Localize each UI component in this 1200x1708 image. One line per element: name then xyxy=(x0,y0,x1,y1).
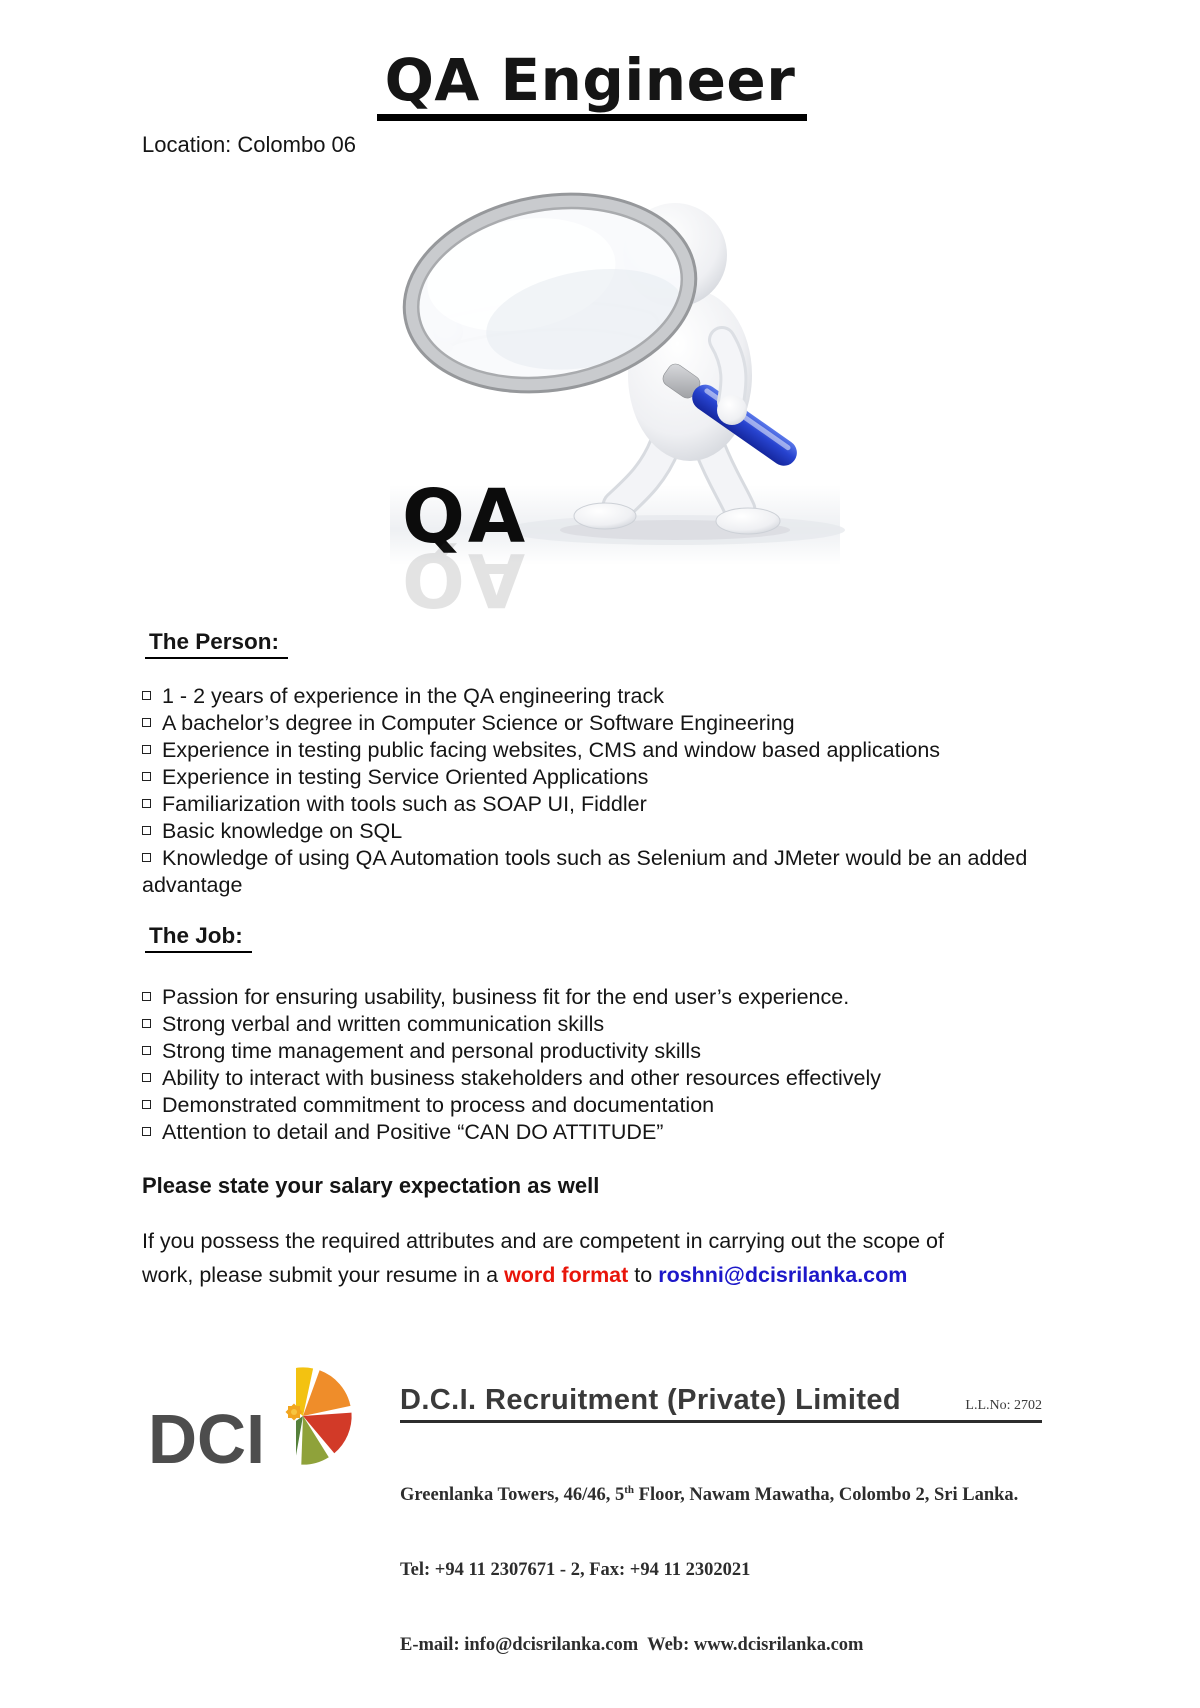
square-bullet-icon xyxy=(142,1019,151,1028)
company-phone-line: Tel: +94 11 2307671 - 2, Fax: +94 11 2302021 xyxy=(400,1560,751,1581)
list-item xyxy=(142,845,1082,899)
fan-star-icon xyxy=(286,1404,303,1421)
company-address xyxy=(400,1478,1042,1508)
license-number: L.L.No: 2702 xyxy=(965,1398,1042,1413)
bullet-text: 1 - 2 years of experience in the QA engineering track xyxy=(162,684,664,708)
square-bullet-icon xyxy=(142,1073,151,1082)
list-item xyxy=(142,791,1082,818)
section-heading-person xyxy=(145,629,288,659)
company-email-line: E-mail: info@dcisrilanka.com Web: www.dcisrilanka.com xyxy=(400,1635,864,1656)
square-bullet-icon xyxy=(142,992,151,1001)
list-item xyxy=(142,1011,1082,1038)
letterhead-block xyxy=(400,1386,1042,1708)
list-item xyxy=(142,818,1082,845)
letterhead-footer xyxy=(142,1362,1042,1656)
list-item xyxy=(142,1092,1082,1119)
bullet-text: Attention to detail and Positive “CAN DO ATTITUDE” xyxy=(162,1120,664,1144)
company-name: D.C.I. Recruitment (Private) Limited xyxy=(400,1384,902,1416)
closing-line-1: If you possess the required attributes and are competent in carrying out the scope of xyxy=(142,1229,944,1253)
word-format-highlight: word format xyxy=(504,1263,629,1287)
square-bullet-icon xyxy=(142,772,151,781)
magnifier-figure-icon xyxy=(390,190,840,622)
bullet-text: A bachelor’s degree in Computer Science or Software Engineering xyxy=(162,711,795,735)
letterhead-details xyxy=(400,1428,1042,1708)
dci-fan-logo-icon xyxy=(293,1364,397,1468)
bullet-text: Ability to interact with business stakeholders and other resources effectively xyxy=(162,1066,882,1090)
letterhead-header-row xyxy=(400,1386,1042,1423)
bullet-text: Familiarization with tools such as SOAP UI, Fiddler xyxy=(162,792,647,816)
bullet-text: Basic knowledge on SQL xyxy=(162,819,403,843)
hero-caption-reflection: QA xyxy=(402,536,529,622)
job-bullet-list xyxy=(142,984,1082,1146)
bullet-text: Strong verbal and written communication skills xyxy=(162,1012,605,1036)
list-item xyxy=(142,710,1082,737)
list-item xyxy=(142,1119,1082,1146)
person-bullet-list xyxy=(142,683,1082,899)
page-title: QA Engineer xyxy=(377,48,808,121)
closing-line-2 xyxy=(142,1258,944,1292)
bullet-text: Strong time management and personal productivity skills xyxy=(162,1039,701,1063)
square-bullet-icon xyxy=(142,1046,151,1055)
square-bullet-icon xyxy=(142,745,151,754)
square-bullet-icon xyxy=(142,853,151,862)
square-bullet-icon xyxy=(142,799,151,808)
bullet-text: Passion for ensuring usability, business fit for the end user’s experience. xyxy=(162,985,850,1009)
list-item xyxy=(142,984,1082,1011)
address-part: Floor, Nawam Mawatha, Colombo 2, Sri Lanka. xyxy=(634,1485,1019,1506)
bullet-text: Demonstrated commitment to process and documentation xyxy=(162,1093,715,1117)
bullet-text: Experience in testing Service Oriented Applications xyxy=(162,765,649,789)
list-item xyxy=(142,737,1082,764)
address-part: Greenlanka Towers, 46/46, 5 xyxy=(400,1485,625,1506)
salary-note: Please state your salary expectation as well xyxy=(142,1173,600,1198)
section-heading-job-label: The Job: xyxy=(145,923,252,953)
closing-paragraph xyxy=(142,1224,944,1292)
list-item xyxy=(142,1038,1082,1065)
title-wrap xyxy=(142,48,1042,121)
bullet-text: Experience in testing public facing websites, CMS and window based applications xyxy=(162,738,941,762)
location-line: Location: Colombo 06 xyxy=(142,132,357,157)
bullet-text: Knowledge of using QA Automation tools such as Selenium and JMeter would be an added advantage xyxy=(142,846,1028,897)
list-item xyxy=(142,764,1082,791)
square-bullet-icon xyxy=(142,1127,151,1136)
square-bullet-icon xyxy=(142,691,151,700)
address-superscript: th xyxy=(624,1484,635,1496)
list-item xyxy=(142,1065,1082,1092)
square-bullet-icon xyxy=(142,1100,151,1109)
closing-line-2-prefix: work, please submit your resume in a xyxy=(142,1263,505,1287)
apply-email-link[interactable]: roshni@dcisrilanka.com xyxy=(658,1263,908,1287)
section-heading-person-label: The Person: xyxy=(145,629,288,659)
dci-logo-text: DCI xyxy=(148,1400,265,1478)
section-heading-job xyxy=(145,923,252,953)
hero-illustration xyxy=(390,190,840,622)
hero-caption: QA xyxy=(402,474,529,560)
list-item xyxy=(142,683,1082,710)
square-bullet-icon xyxy=(142,718,151,727)
closing-line-2-mid: to xyxy=(628,1263,659,1287)
square-bullet-icon xyxy=(142,826,151,835)
